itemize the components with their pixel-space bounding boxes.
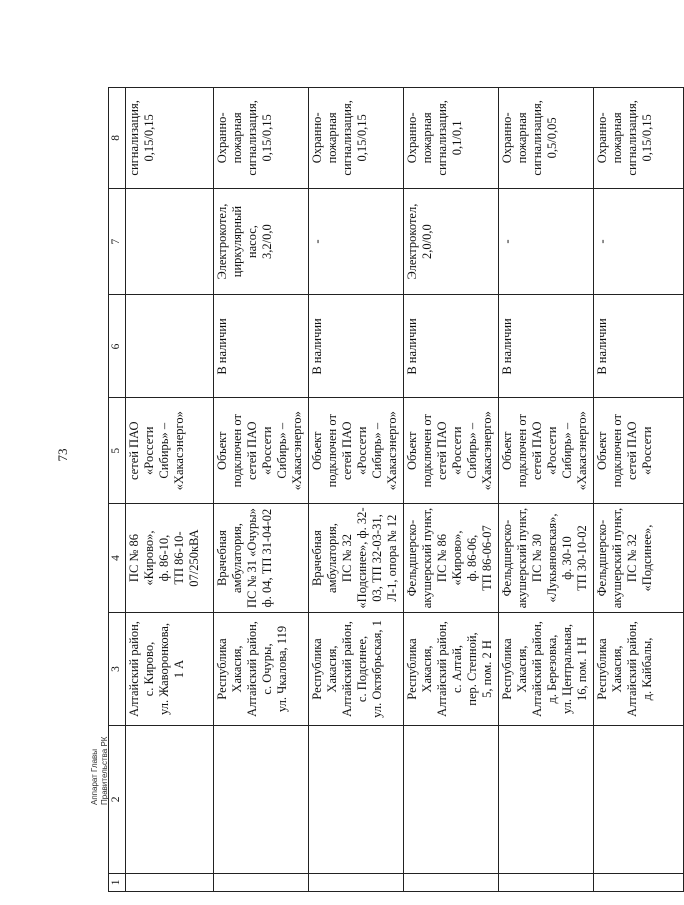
column-number-7: 7 [109, 188, 126, 295]
cell-line: В наличии [215, 318, 229, 375]
cell-line: Фельдшерско- [405, 519, 419, 597]
cell-line: амбулатория, [230, 523, 244, 593]
cell-line: акушерский пункт, [420, 507, 434, 609]
alarm-cell [594, 88, 684, 189]
cell-line: Объект [405, 431, 419, 470]
cell-line: д. Кайбалы, [640, 637, 654, 701]
cell-line: акушерский пункт, [610, 507, 624, 609]
cell-line: пожарная [325, 112, 339, 164]
cell-line: ф. 30-10 [560, 536, 574, 580]
facility-cell [499, 503, 594, 612]
facility-cell [309, 503, 404, 612]
cell-line: Алтайский район, [245, 621, 259, 717]
cell-line: ТП 86-10- [172, 531, 186, 585]
cell-line: Сибирь» – [370, 422, 384, 479]
cell-line: Врачебная [215, 530, 229, 586]
cell-line: 2,0/0,0 [420, 224, 434, 259]
column-number-5: 5 [109, 398, 126, 504]
facility-cell [404, 503, 499, 612]
availability-cell [594, 295, 684, 398]
cell-line: ПС № 32 [340, 534, 354, 583]
cell-line: насос, [245, 225, 259, 259]
cell-line: ПС № 30 [530, 534, 544, 583]
cell-line: 5, пом. 2 Н [480, 640, 494, 698]
cell-line: 0,15/0,15 [260, 114, 274, 162]
cell-line: сетей ПАО [340, 421, 354, 481]
cell-line: «Хакасэнерго» [290, 411, 304, 491]
cell-line: ПС № 31 «Очуры» [245, 508, 259, 608]
row-number-cell [126, 873, 214, 891]
cell-line: д. Березовка, [545, 634, 559, 704]
power-source-cell [214, 398, 309, 504]
cell-col-2 [594, 725, 684, 873]
cell-line: Объект [310, 431, 324, 470]
column-number-1: 1 [109, 873, 126, 891]
cell-line: 03, ТП 32-03-31, [370, 514, 384, 602]
cell-line: 0,15/0,15 [355, 114, 369, 162]
availability-cell [126, 295, 214, 398]
cell-line: 1 А [172, 659, 186, 679]
row-number-cell [214, 873, 309, 891]
cell-line: ПС № 32 [625, 534, 639, 583]
cell-line: ф. 86-10, [157, 534, 171, 582]
cell-line: пожарная [610, 112, 624, 164]
cell-line: Электрокотел, [215, 203, 229, 280]
cell-line: Врачебная [310, 530, 324, 586]
cell-col-2 [499, 725, 594, 873]
cell-line: - [595, 239, 609, 244]
cell-line: 0,5/0,05 [545, 117, 559, 159]
heating-cell [499, 188, 594, 295]
cell-line: Охранно- [595, 112, 609, 164]
cell-line: «Россети [450, 426, 464, 475]
cell-line: «Хакасэнерго» [480, 411, 494, 491]
cell-line: «Россети [545, 426, 559, 475]
cell-line: Алтайский район, [435, 621, 449, 717]
cell-col-2 [126, 725, 214, 873]
cell-line: Охранно- [310, 112, 324, 164]
cell-line: подключен от [515, 414, 529, 488]
cell-line: Хакасия, [230, 645, 244, 693]
address-cell [126, 613, 214, 726]
cell-line: подключен от [325, 414, 339, 488]
cell-line: с. Кирово, [142, 641, 156, 697]
cell-col-2 [214, 725, 309, 873]
cell-line: пожарная [420, 112, 434, 164]
cell-line: «Хакасэнерго» [172, 411, 186, 491]
cell-line: пер. Степной, [465, 632, 479, 706]
table-row [499, 88, 594, 892]
cell-line: пожарная [230, 112, 244, 164]
cell-line: Алтайский район, [625, 621, 639, 717]
cell-line: 3,2/0,0 [260, 224, 274, 259]
cell-line: Фельдшерско- [500, 519, 514, 597]
cell-line: Республика [405, 638, 419, 700]
heating-cell [404, 188, 499, 295]
cell-line: Электрокотел, [405, 203, 419, 280]
cell-col-2 [309, 725, 404, 873]
table-row [126, 88, 214, 892]
cell-line: Сибирь» – [275, 422, 289, 479]
cell-line: Алтайский район, [530, 621, 544, 717]
column-number-3: 3 [109, 613, 126, 726]
cell-line: ТП 30-10-02 [575, 525, 589, 591]
cell-line: «Хакасэнерго» [575, 411, 589, 491]
cell-line: «Россети [640, 426, 654, 475]
cell-line: Хакасия, [325, 645, 339, 693]
cell-line: - [310, 239, 324, 244]
row-number-cell [404, 873, 499, 891]
cell-line: Алтайский район, [340, 621, 354, 717]
cell-line: ф. 86-06, [465, 534, 479, 582]
cell-line: Сибирь» – [157, 422, 171, 479]
cell-line: сетей ПАО [625, 421, 639, 481]
cell-line: циркулярный [230, 205, 244, 278]
cell-col-2 [404, 725, 499, 873]
cell-line: Объект [215, 431, 229, 470]
cell-line: «Подсинее», [640, 524, 654, 592]
cell-line: сигнализация, [245, 100, 259, 176]
cell-line: Л-1, опора № 12 [385, 514, 399, 602]
cell-line: 0,1/0,1 [450, 120, 464, 156]
cell-line: «Лукьяновская», [545, 513, 559, 603]
facility-cell [594, 503, 684, 612]
column-number-8: 8 [109, 88, 126, 189]
power-source-cell [404, 398, 499, 504]
cell-line: с. Алтай, [450, 644, 464, 694]
availability-cell [499, 295, 594, 398]
cell-line: акушерский пункт, [515, 507, 529, 609]
cell-line: Фельдшерско- [595, 519, 609, 597]
power-source-cell [594, 398, 684, 504]
address-cell [499, 613, 594, 726]
column-number-4: 4 [109, 503, 126, 612]
cell-line: сетей ПАО [530, 421, 544, 481]
alarm-cell [309, 88, 404, 189]
row-number-cell [309, 873, 404, 891]
cell-line: Алтайский район, [127, 621, 141, 717]
cell-line: Объект [595, 431, 609, 470]
heating-cell [594, 188, 684, 295]
cell-line: ф. 04, ТП 31-04-02 [260, 508, 274, 608]
heating-cell [126, 188, 214, 295]
cell-line: ул. Октябрьская, 1 [370, 620, 384, 718]
power-source-cell [126, 398, 214, 504]
column-number-6: 6 [109, 295, 126, 398]
heating-cell [309, 188, 404, 295]
cell-line: ул. Чкалова, 119 [275, 625, 289, 713]
cell-line: Сибирь» – [560, 422, 574, 479]
cell-line: сигнализация, [435, 100, 449, 176]
cell-line: подключен от [230, 414, 244, 488]
cell-line: амбулатория, [325, 523, 339, 593]
cell-line: Охранно- [215, 112, 229, 164]
cell-line: В наличии [405, 318, 419, 375]
cell-line: сетей ПАО [127, 421, 141, 481]
availability-cell [309, 295, 404, 398]
page-number: 73 [55, 448, 70, 462]
address-cell [309, 613, 404, 726]
facility-cell [126, 503, 214, 612]
cell-line: В наличии [310, 318, 324, 375]
cell-line: сетей ПАО [245, 421, 259, 481]
row-number-cell [594, 873, 684, 891]
cell-line: «Россети [142, 426, 156, 475]
cell-line: ул. Жаворонкова, [157, 623, 171, 715]
cell-line: ПС № 86 «Кирово», [127, 530, 156, 586]
stamp-line: Правительства РК [100, 736, 109, 805]
cell-line: подключен от [610, 414, 624, 488]
table-row [214, 88, 309, 892]
power-source-cell [309, 398, 404, 504]
cell-line: Хакасия, [610, 645, 624, 693]
header-row [109, 88, 126, 892]
cell-line: В наличии [500, 318, 514, 375]
cell-line: 0,15/0,15 [142, 114, 156, 162]
cell-line: с. Подсинее, [355, 635, 369, 703]
cell-line: сетей ПАО [435, 421, 449, 481]
facility-cell [214, 503, 309, 612]
address-cell [214, 613, 309, 726]
cell-line: 07/250кВА [187, 529, 201, 587]
column-number-2: 2 [109, 725, 126, 873]
cell-line: сигнализация, [625, 100, 639, 176]
table-row [404, 88, 499, 892]
power-source-cell [499, 398, 594, 504]
cell-line: сигнализация, [127, 100, 141, 176]
cell-line: подключен от [420, 414, 434, 488]
alarm-cell [499, 88, 594, 189]
cell-line: Республика [595, 638, 609, 700]
stamp-line: Аппарат Главы [90, 748, 99, 805]
cell-line: Объект [500, 431, 514, 470]
availability-cell [214, 295, 309, 398]
cell-line: В наличии [595, 318, 609, 375]
table-row [594, 88, 684, 892]
cell-line: Охранно- [405, 112, 419, 164]
address-cell [594, 613, 684, 726]
table-row [309, 88, 404, 892]
cell-line: Республика [310, 638, 324, 700]
cell-line: с. Очуры, [260, 643, 274, 695]
cell-line: Хакасия, [515, 645, 529, 693]
cell-line: «Россети [260, 426, 274, 475]
address-cell [404, 613, 499, 726]
cell-line: 16, пом. 1 Н [575, 636, 589, 701]
cell-line: Республика [500, 638, 514, 700]
cell-line: сигнализация, [340, 100, 354, 176]
alarm-cell [214, 88, 309, 189]
cell-line: ул. Центральная, [560, 623, 574, 715]
cell-line: «Хакасэнерго» [385, 411, 399, 491]
alarm-cell [404, 88, 499, 189]
cell-line: Сибирь» – [465, 422, 479, 479]
cell-line: сигнализация, [530, 100, 544, 176]
alarm-cell [126, 88, 214, 189]
heating-cell [214, 188, 309, 295]
cell-line: - [500, 239, 514, 244]
availability-cell [404, 295, 499, 398]
cell-line: пожарная [515, 112, 529, 164]
cell-line: «Подсинее», ф. 32- [355, 507, 369, 609]
cell-line: ТП 86-06-07 [480, 525, 494, 591]
cell-line: ПС № 86 «Кирово», [435, 530, 464, 586]
facilities-table [108, 87, 684, 892]
rotated-table-container [108, 87, 654, 892]
cell-line: 0,15/0,15 [640, 114, 654, 162]
cell-line: Хакасия, [420, 645, 434, 693]
cell-line: «Россети [355, 426, 369, 475]
row-number-cell [499, 873, 594, 891]
cell-line: Охранно- [500, 112, 514, 164]
cell-line: Республика [215, 638, 229, 700]
